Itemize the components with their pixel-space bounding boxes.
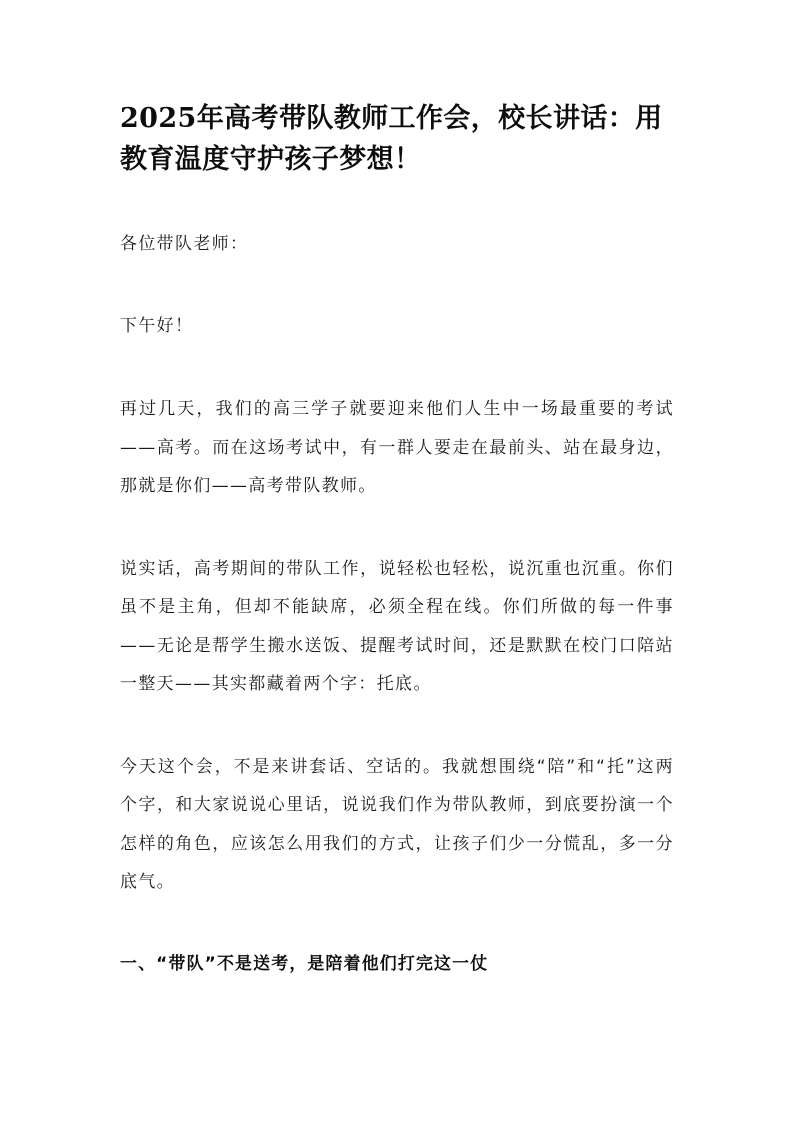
salutation: 各位带队老师： bbox=[120, 233, 249, 253]
document-title: 2025年高考带队教师工作会，校长讲话：用教育温度守护孩子梦想！ bbox=[120, 103, 663, 175]
paragraph: 今天这个会，不是来讲套话、空话的。我就想围绕“陪”和“托”这两个字，和大家说说心里话，说说我们作为带队教师，到底要扮演一个怎样的角色，应该怎么用我们的方式，让孩子们少一分慌乱，多一分底气。 bbox=[120, 755, 674, 891]
document-page bbox=[120, 98, 674, 982]
paragraph: 说实话，高考期间的带队工作，说轻松也轻松，说沉重也沉重。你们虽不是主角，但却不能缺席，必须全程在线。你们所做的每一件事——无论是帮学生搬水送饭、提醒考试时间，还是默默在校门口陪站一整天——其实都藏着两个字：托底。 bbox=[120, 557, 674, 693]
greeting: 下午好！ bbox=[120, 314, 194, 335]
section-heading: 一、“带队”不是送考，是陪着他们打完这一仗 bbox=[120, 952, 489, 973]
paragraph: 再过几天，我们的高三学子就要迎来他们人生中一场最重要的考试——高考。而在这场考试中，有一群人要走在最前头、站在最身边，那就是你们——高考带队教师。 bbox=[120, 398, 674, 495]
